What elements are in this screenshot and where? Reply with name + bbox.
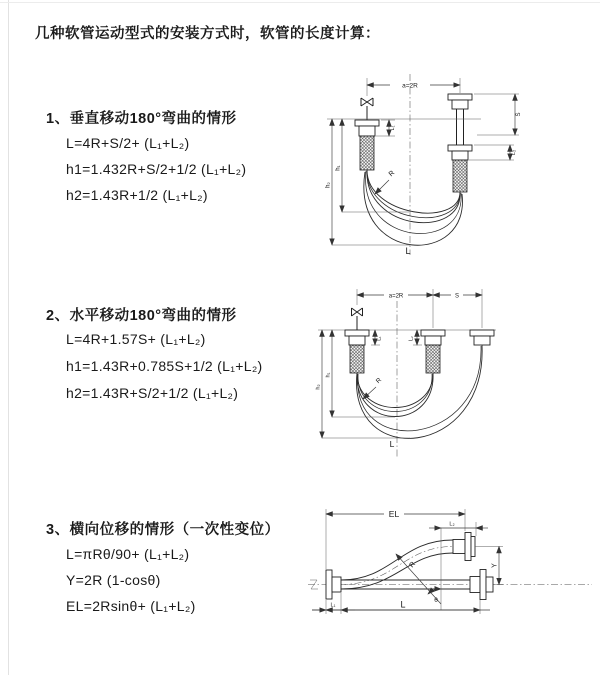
displaced-hose-curve [341, 540, 453, 589]
dim-a2r [367, 78, 460, 96]
dim-label-y: Y [491, 563, 499, 568]
page-edge-line [8, 0, 9, 675]
dim-label-r: R [387, 169, 397, 179]
section-2-formula-h1: h1=1.43R+0.785S+1/2 (L₁+L₂) [66, 358, 263, 374]
dim-label-theta: θ [434, 597, 438, 604]
page-edge-line-top [0, 2, 600, 3]
raised-flange [453, 533, 475, 561]
section-1-formula-h2: h2=1.43R+1/2 (L₁+L₂) [66, 187, 208, 203]
right-flange [470, 570, 493, 600]
braided-hose-section [360, 136, 374, 170]
valve-icon [361, 98, 373, 106]
dim-label-h2: h₂ [315, 384, 322, 390]
dim-label-a2r: a=2R [388, 293, 404, 300]
dim-label-l2: L₂ [449, 521, 455, 528]
section-1-formula-h1: h1=1.432R+S/2+1/2 (L₁+L₂) [66, 161, 247, 177]
braided-hose-section [426, 345, 440, 373]
dim-l1 [371, 330, 383, 345]
section-3-formula-Y: Y=2R (1-cosθ) [66, 572, 161, 588]
dim-label-s: S [516, 112, 522, 117]
dim-label-l1: L₁ [330, 602, 336, 609]
section-2-formula-h2: h2=1.43R+S/2+1/2 (L₁+L₂) [66, 385, 239, 401]
middle-pipe-assembly [421, 330, 445, 373]
hose-u-curves [356, 345, 482, 438]
section-2-heading: 2、水平移动180°弯曲的情形 [46, 308, 237, 324]
radius-leader [375, 170, 396, 194]
diagram-lateral-displacement [300, 500, 600, 650]
dim-l1-and-l [312, 593, 490, 614]
radius-angle-construction [396, 528, 441, 610]
dim-label-l1: L₁ [390, 125, 396, 131]
valve-icon [352, 308, 363, 316]
dim-label-a2r: a=2R [402, 82, 418, 90]
dim-label-l-total: L [405, 246, 411, 256]
right-pipe-assembly [448, 94, 472, 192]
dim-label-h1: h₁ [335, 165, 342, 171]
left-pipe-assembly [345, 316, 369, 373]
dim-label-l2: L₂ [408, 336, 415, 341]
section-3-formula-EL: EL=2Rsinθ+ (L₁+L₂) [66, 598, 196, 614]
section-1-heading: 1、垂直移动180°弯曲的情形 [46, 111, 237, 127]
section-1-formula-L: L=4R+S/2+ (L₁+L₂) [66, 135, 190, 151]
dim-s [474, 94, 522, 135]
dim-l2 [409, 330, 423, 345]
dim-label-l2: L₂ [511, 149, 517, 156]
dim-label-s: S [454, 293, 460, 300]
diagram-horizontal-180-bend [300, 283, 600, 463]
right-pipe-assembly-displaced [470, 330, 494, 345]
dim-label-l-total: L [400, 599, 406, 610]
braided-hose-section [350, 345, 364, 373]
dim-label-r: R [374, 376, 384, 386]
section-3-heading: 3、横向位移的情形（一次性变位） [46, 522, 280, 538]
braided-hose-section [453, 160, 467, 192]
dim-s [433, 294, 482, 300]
section-2-formula-L: L=4R+1.57S+ (L₁+L₂) [66, 331, 206, 347]
dim-label-l-total: L [389, 439, 395, 449]
section-3-formula-L: L=πRθ/90+ (L₁+L₂) [66, 546, 190, 562]
dim-label-h2: h₂ [325, 182, 332, 188]
dim-label-el: EL [388, 509, 400, 519]
dim-el [326, 509, 465, 569]
dim-l2 [429, 522, 488, 537]
dim-label-l1: L₁ [376, 336, 383, 341]
hose-u-curves [364, 170, 463, 245]
dim-label-r: R [408, 560, 418, 570]
left-flange [326, 570, 341, 599]
radius-leader [363, 377, 383, 399]
left-pipe-assembly [355, 106, 379, 170]
dim-l2 [469, 145, 517, 160]
page-title: 几种软管运动型式的安装方式时，软管的长度计算： [35, 26, 380, 42]
diagram-vertical-180-bend [305, 68, 595, 258]
dim-label-h1: h₁ [325, 372, 332, 378]
